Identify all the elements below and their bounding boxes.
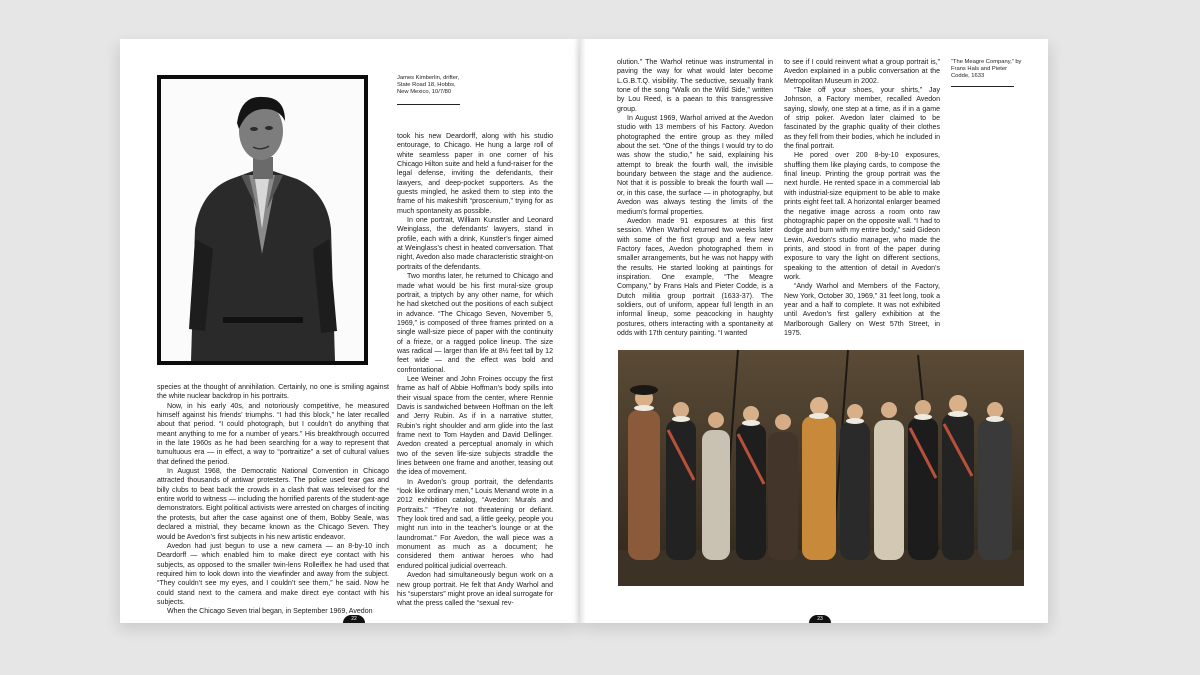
right-column-1 <box>617 58 773 342</box>
paragraph: Two months later, he returned to Chicago and made what would be his first mural-size group portrait, a triptych by any other name, for which he had sketched out the positions of each subject in advance. “The Chicago Seven, November 5, 1969,” is composed of three frames printed on a single wall-size piece of paper with the continuity of a frieze, or a ragged police lineup. The size was radical — larger than life at 8½ feet tall by 12 feet wide — and the effect was bold and confrontational. <box>397 273 553 374</box>
paragraph: Lee Weiner and John Froines occupy the first frame as half of Abbie Hoffman’s body spills into their visual space from the center, where Rennie Davis is sandwiched between Hoffman on the left and Jerry Rubin. As if in a narrative stutter, Rubin’s right shoulder and arm glide into the last frame next to Tom Hayden and David Dellinger. Avedon created a perceptual anomaly in which two of the seven life-size subjects straddle the lines between one frame and another, teasing out the idea of movement. <box>397 375 553 477</box>
right-column-2 <box>784 58 940 342</box>
left-column-2 <box>397 132 553 608</box>
paragraph: In one portrait, William Kunstler and Leonard Weinglass, the defendants’ lawyers, stand in profile, each with a drink, Kunstler’s finger aimed at Weinglass’s chest in heated conversation. That night, Avedon also made characteristic straight-on portraits of the defendants. <box>397 217 553 271</box>
paragraph: In August 1969, Warhol arrived at the Avedon studio with 13 members of his Factory. Avedon photographed the entire group as they milled about the set. “One of the things I would try to do was show the studio,” he said, explaining his attempt to break the fourth wall, the invisible boundary between the stage and the audience. Not that it is possible to break the fourth wall — or, in this case, the surface — in photography, but Avedon was always testing the limits of the medium’s formal properties. <box>617 115 773 216</box>
paragraph: Avedon had just begun to use a new camera — an 8-by-10 inch Deardorff — which enabled him to make direct eye contact with his subjects, as opposed to the smaller twin-lens Rolleiflex he had used that required him to look down into the viewfinder and away from the subject. “They couldn’t see my eyes, and I couldn’t see them,” he said. Now he could stand next to the camera and make direct eye contact with his subjects. <box>157 542 389 606</box>
paragraph: to see if I could reinvent what a group portrait is,” Avedon explained in a public conversation at the Metropolitan Museum in 2002. <box>784 59 940 85</box>
portrait-illustration <box>161 79 364 361</box>
paragraph: In Avedon’s group portrait, the defendants “look like ordinary men,” Louis Menand wrote in a 2012 exhibition catalog, “Avedon: Murals and Portraits.” “They’re not threatening or defiant. They look tired and sad, a little geeky, people you might run into in the teacher’s lounge or at the laundromat.” For Avedon, the wall piece was a monument as much as a document; he considered them antiwar heroes who had endured political judicial overreach. <box>397 478 553 570</box>
paragraph: “Take off your shoes, your shirts,” Jay Johnson, a Factory member, recalled Avedon saying, slowly, one step at a time, as if in a game of strip poker. Avedon later claimed to be fascinated by the graphic quality of their clothes as they fell from their bodies, which he included in the final portrait. <box>784 87 940 151</box>
paragraph: When the Chicago Seven trial began, in September 1969, Avedon <box>167 608 373 616</box>
painting-illustration <box>618 350 1024 586</box>
page-number: 22 <box>343 615 365 623</box>
paragraph: took his new Deardorff, along with his studio entourage, to Chicago. He hung a large roll of white seamless paper in one corner of his Chicago Hilton suite and held a fund-raiser for the legal defense, inviting the defendants, their lawyers, and deep-pocket supporters. As the guests mingled, he asked them to step into the frame of his makeshift “proscenium,” trying for as much spontaneity as possible. <box>397 133 553 215</box>
paragraph: In August 1968, the Democratic National Convention in Chicago attracted thousands of antiwar protesters. The police used tear gas and billy clubs to beat back the crowds in a clash that was televised for the entire world to witness — including the horrified parents of the student-age demonstrators. Eight political activists were arrested on charges of inciting the protests, but after the case against one of them, Bobby Seale, was declared a mistrial, they became known as the Chicago Seven. They would be Avedon’s first subjects in his new artistic endeavor. <box>157 468 389 541</box>
painting-image <box>618 350 1024 586</box>
portrait-photo <box>157 75 368 365</box>
paragraph: olution.” The Warhol retinue was instrumental in paving the way for what would later become L.G.B.T.Q. visibility. The seductive, sexually frank tone of the song “Walk on the Wild Side,” written by Lou Reed, is a paean to this transgressive group. <box>617 59 773 113</box>
left-column-1 <box>157 383 389 616</box>
caption-rule <box>951 86 1014 87</box>
right-page <box>580 39 1048 623</box>
left-page <box>120 39 580 623</box>
paragraph: He pored over 200 8-by-10 exposures, shuffling them like playing cards, to compose the final lineup. Printing the group portrait was the next hurdle. He rented space in a commercial lab with industrial-size equipment to be able to make prints eight feet tall. A horizontal enlarger beamed the negative image across a room onto raw photographic paper on the opposite wall. “I had to dodge and burn with my entire body,” said Gideon Lewin, Avedon’s studio manager, who made the prints, and stood in front of the paper during exposure to vary the light on different sections, speaking to the attention of detail in Avedon’s work. <box>784 152 940 281</box>
paragraph: Avedon had simultaneously begun work on a new group portrait. He felt that Andy Warhol and his “superstars” might prove an ideal surrogate for what the press called the “sexual rev- <box>397 572 553 608</box>
painting-caption: “The Meagre Company,” by Frans Hals and Pieter Codde, 1633 <box>951 59 1022 80</box>
page-number: 23 <box>809 615 831 623</box>
portrait-caption: James Kimberlin, drifter, State Road 18, Hobbs, New Mexico, 10/7/80 <box>397 75 460 96</box>
paragraph: “Andy Warhol and Members of the Factory, New York, October 30, 1969,” 31 feet long, took a year and a half to complete. It was not exhibited until Avedon’s first gallery exhibition at the Marlborough Gallery on West 57th Street, in 1975. <box>784 283 940 337</box>
paragraph: Now, in his early 40s, and notoriously competitive, he measured himself against his friends’ triumphs. “I had this block,” he later recalled about that period. “I could photograph, but I couldn’t do anything that meant anything to me for a number of years.” His breakthrough occurred in the late 1960s as he had been searching for a way to represent that tumultuous era — in effect, a way to “portraitize” a set of cultural values that defined the period. <box>157 402 389 466</box>
paragraph: Avedon made 91 exposures at this first session. When Warhol returned two weeks later with some of the first group and a few new Factory faces, Avedon photographed them in smaller arrangements, but he was not happy with the results. He started looking at paintings for inspiration. One example, “The Meagre Company,” by Frans Hals and Pieter Codde, is a Dutch militia group portrait (1633-37). The soldiers, out of uniform, appear full length in an informal lineup, some peacocking in haughty postures, others interacting with a spontaneity at odds with 17th century painting. “I wanted <box>617 217 773 337</box>
paragraph: species at the thought of annihilation. Certainly, no one is smiling against the white nuclear backdrop in his portraits. <box>157 384 389 401</box>
caption-rule <box>397 104 460 105</box>
